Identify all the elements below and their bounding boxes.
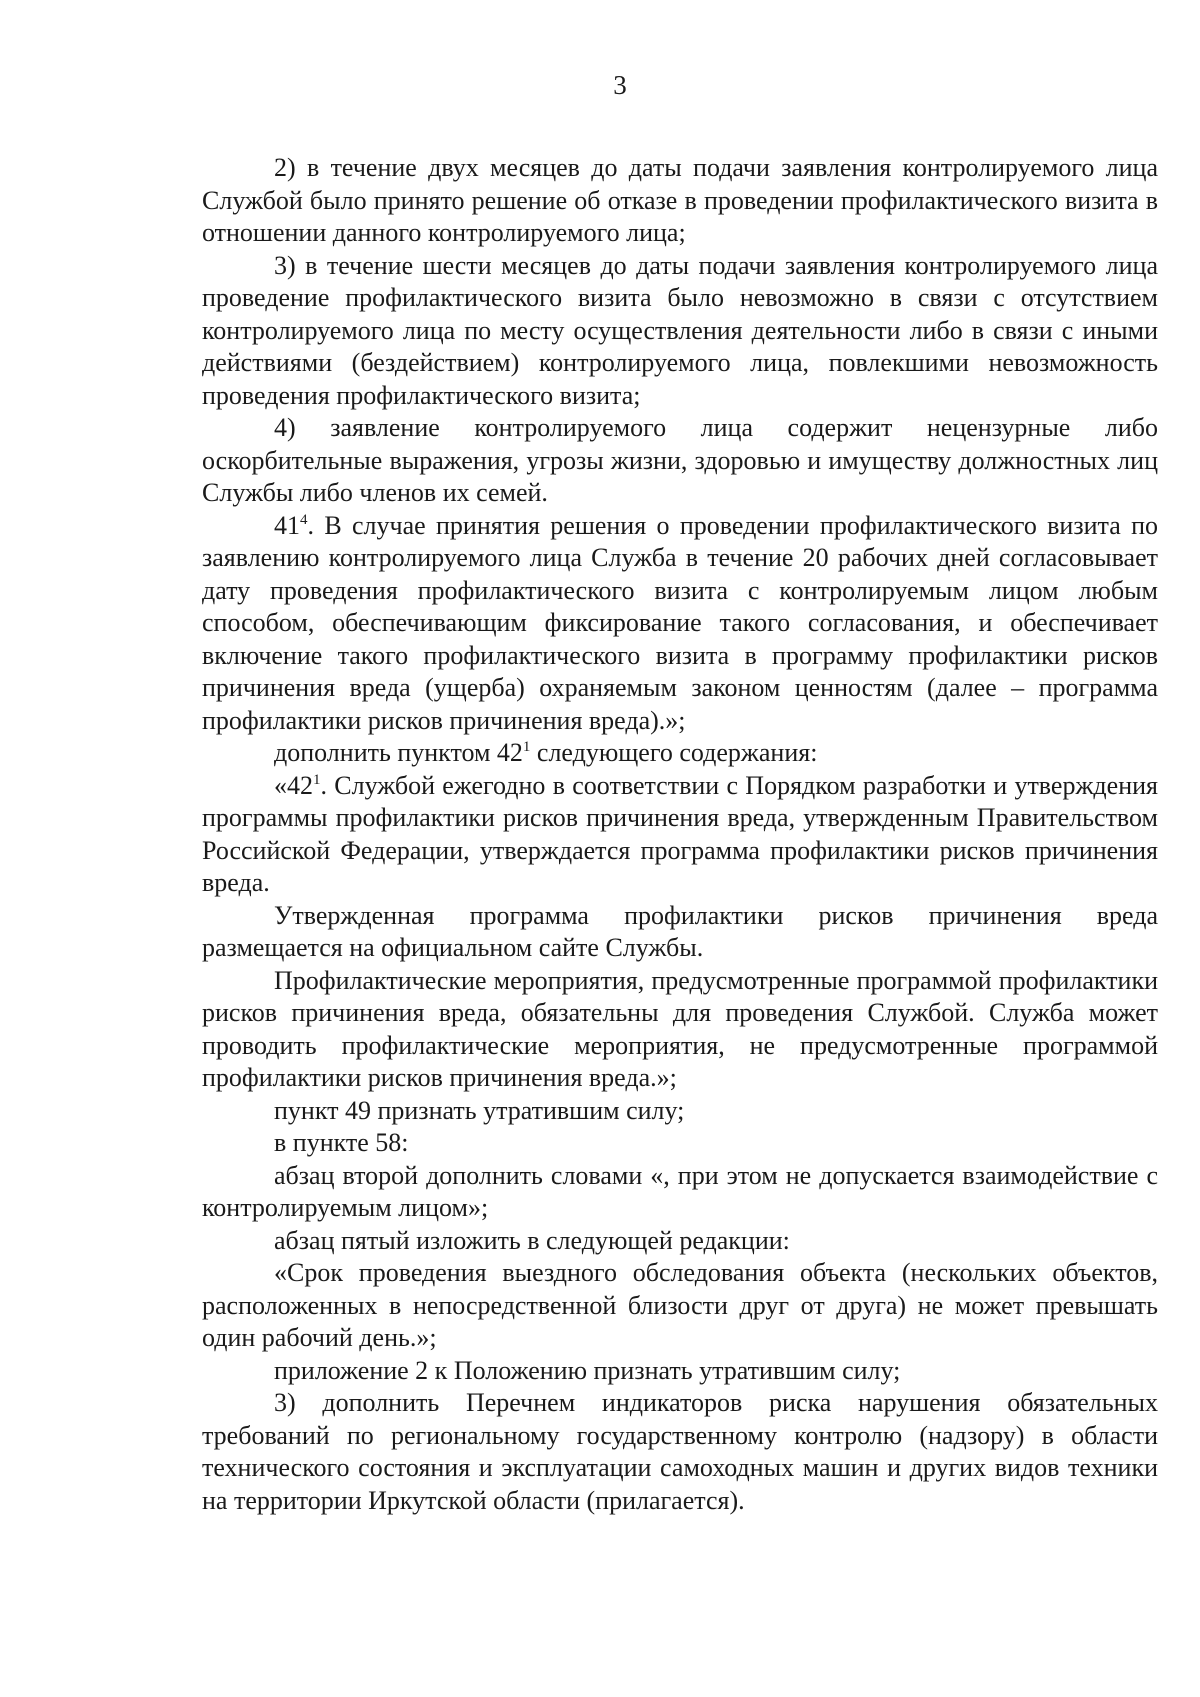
paragraph: абзац пятый изложить в следующей редакции: [274,1225,790,1255]
paragraph: дополнить пунктом $42^1$ следующего содержания: [274,738,818,767]
paragraph: Утвержденная программа профилактики рисков причинения вреда размещается на официальном сайте Службы. [202,900,1158,962]
paragraph: Профилактические мероприятия, предусмотренные программой профилактики рисков причинения вреда, обязательны для проведения Службой. Служба может проводить профилактические мероприятия, не предусмотренные программой профилактики рисков причинения вреда.»; [202,965,1158,1092]
paragraph: абзац второй дополнить словами «, при этом не допускается взаимодействие с контролируемым лицом»; [202,1160,1158,1222]
paragraph: 3) дополнить Перечнем индикаторов риска нарушения обязательных требований по региональному государственному контролю (надзору) в области технического состояния и эксплуатации самоходных машин и других видов техники на территории Иркутской области (прилагается). [202,1388,1158,1515]
document-body [202,152,1158,1517]
paragraph: приложение 2 к Положению признать утратившим силу; [274,1355,901,1385]
paragraph: пункт 49 признать утратившим силу; [274,1095,685,1125]
paragraph: 3) в течение шести месяцев до даты подачи заявления контролируемого лица проведение профилактического визита было невозможно в связи с отсутствием контролируемого лица по месту осуществления деятельности либо в связи с иными действиями (бездействием) контролируемого лица, повлекшими невозможность проведения профилактического визита; [202,250,1158,410]
paragraph: 2) в течение двух месяцев до даты подачи заявления контролируемого лица Службой было принято решение об отказе в проведении профилактического визита в отношении данного контролируемого лица; [202,153,1158,247]
superscript: 4 [300,511,308,528]
paragraph: «Срок проведения выездного обследования объекта (нескольких объектов, расположенных в непосредственной близости друг от друга) не может превышать один рабочий день.»; [202,1258,1158,1352]
superscript: 1 [522,739,531,755]
paragraph: в пункте 58: [274,1128,409,1157]
paragraph: 4) заявление контролируемого лица содержит нецензурные либо оскорбительные выражения, угрозы жизни, здоровью и имуществу должностных лиц Службы либо членов их семей. [202,413,1158,507]
paragraph: $41^4$. В случае принятия решения о проведении профилактического визита по заявлению контролируемого лица Служба в течение 20 рабочих дней согласовывает дату проведения профилактического визита с контролируемым лицом любым способом, обеспечивающим фиксирование такого согласования, и обеспечивает включение такого профилактического визита в программу профилактики рисков причинения вреда (ущерба) охраняемым законом ценностям (далее – программа профилактики рисков причинения вреда).»; [202,510,1158,735]
page-number: 3 [613,70,627,100]
paragraph: «$42^1$. Службой ежегодно в соответствии с Порядком разработки и утверждения программы профилактики рисков причинения вреда, утвержденным Правительством Российской Федерации, утверждается программа профилактики рисков причинения вреда. [202,770,1158,897]
superscript: 1 [313,771,321,788]
